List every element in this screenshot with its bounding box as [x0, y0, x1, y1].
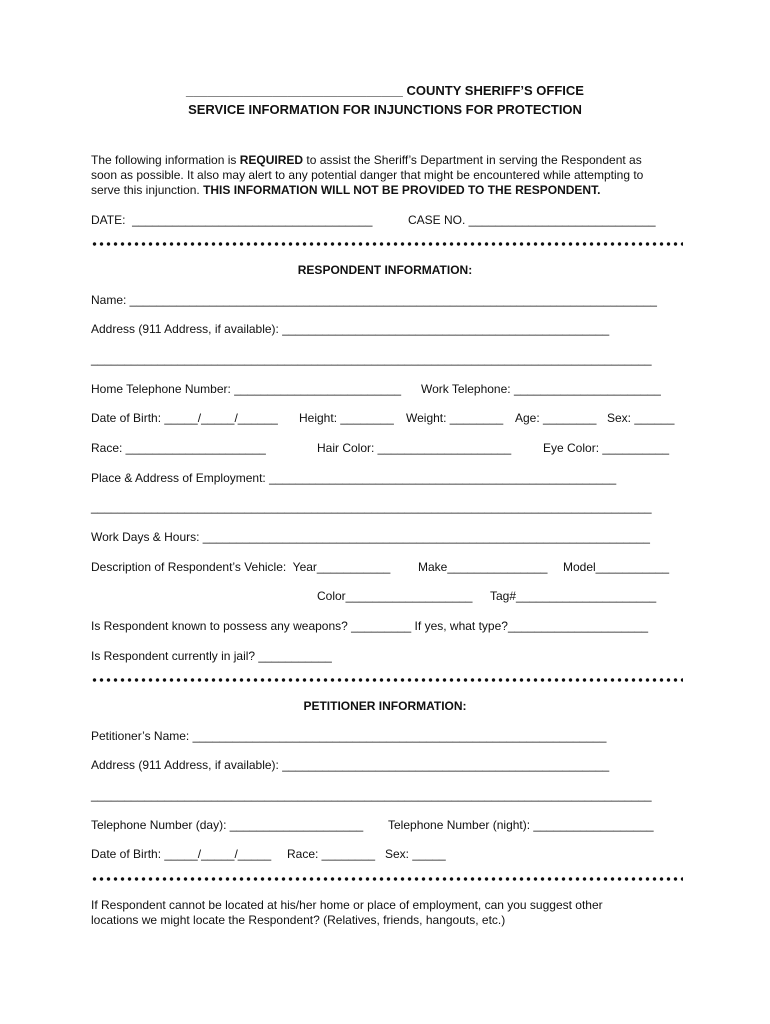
- respondent-address-line-2[interactable]: ____________________________________________________________________________________: [91, 352, 652, 366]
- work-days-hours-field[interactable]: Work Days & Hours: ___________________________________________________________________: [91, 530, 650, 544]
- intro-line-2: soon as possible. It also may alert to any potential danger that might be encountered while attempting to: [91, 168, 644, 182]
- eye-color-field[interactable]: Eye Color: __________: [543, 441, 670, 455]
- dotted-divider: [91, 877, 683, 881]
- title-county-sheriffs-office: ______________________________ COUNTY SHERIFF’S OFFICE: [186, 83, 584, 98]
- respondent-heading: RESPONDENT INFORMATION:: [297, 263, 473, 277]
- intro-line-1: [91, 153, 642, 167]
- age-field[interactable]: Age: ________: [515, 411, 597, 425]
- dotted-divider: [91, 242, 683, 246]
- vehicle-year-field[interactable]: Description of Respondent’s Vehicle: Year___________: [91, 560, 391, 574]
- vehicle-make-field[interactable]: Make_______________: [418, 560, 548, 574]
- petitioner-heading: PETITIONER INFORMATION:: [303, 699, 467, 713]
- title-service-information: SERVICE INFORMATION FOR INJUNCTIONS FOR PROTECTION: [188, 102, 582, 117]
- telephone-night-field[interactable]: Telephone Number (night): __________________: [388, 818, 654, 832]
- petitioner-address-field[interactable]: Address (911 Address, if available): _________________________________________________: [91, 758, 610, 772]
- intro-required: REQUIRED: [239, 153, 304, 167]
- weapons-field[interactable]: Is Respondent known to possess any weapons? _________ If yes, what type?_____________________: [91, 619, 649, 633]
- petitioner-address-line-2[interactable]: ____________________________________________________________________________________: [91, 788, 652, 802]
- intro-text-a: The following information is: [91, 153, 240, 167]
- height-field[interactable]: Height: ________: [299, 411, 394, 425]
- other-locations-question-line-1: If Respondent cannot be located at his/her home or place of employment, can you suggest other: [91, 898, 603, 912]
- in-jail-field[interactable]: Is Respondent currently in jail? ___________: [91, 649, 332, 663]
- case-number-field[interactable]: CASE NO. ____________________________: [408, 213, 656, 227]
- respondent-sex-field[interactable]: Sex: ______: [607, 411, 675, 425]
- intro-line-3: [91, 183, 600, 197]
- employment-field[interactable]: Place & Address of Employment: ____________________________________________________: [91, 471, 617, 485]
- petitioner-sex-field[interactable]: Sex: _____: [385, 847, 446, 861]
- respondent-address-field[interactable]: Address (911 Address, if available): _________________________________________________: [91, 322, 610, 336]
- home-telephone-field[interactable]: Home Telephone Number: _________________________: [91, 382, 402, 396]
- dotted-divider: [91, 678, 683, 682]
- work-telephone-field[interactable]: Work Telephone: ______________________: [421, 382, 661, 396]
- respondent-dob-field[interactable]: Date of Birth: _____/_____/______: [91, 411, 278, 425]
- respondent-name-field[interactable]: Name: _______________________________________________________________________________: [91, 293, 657, 307]
- intro-text-c: to assist the Sheriff’s Department in serving the Respondent as: [303, 153, 642, 167]
- petitioner-race-field[interactable]: Race: ________: [287, 847, 376, 861]
- intro-not-provided: THIS INFORMATION WILL NOT BE PROVIDED TO THE RESPONDENT.: [203, 183, 601, 197]
- petitioner-name-field[interactable]: Petitioner’s Name: ______________________________________________________________: [91, 729, 607, 743]
- date-field[interactable]: DATE: ____________________________________: [91, 213, 373, 227]
- respondent-race-field[interactable]: Race: _____________________: [91, 441, 266, 455]
- telephone-day-field[interactable]: Telephone Number (day): ____________________: [91, 818, 364, 832]
- vehicle-color-field[interactable]: Color___________________: [317, 589, 473, 603]
- hair-color-field[interactable]: Hair Color: ____________________: [317, 441, 512, 455]
- other-locations-question-line-2: locations we might locate the Respondent? (Relatives, friends, hangouts, etc.): [91, 913, 506, 927]
- weight-field[interactable]: Weight: ________: [406, 411, 504, 425]
- vehicle-model-field[interactable]: Model___________: [563, 560, 670, 574]
- vehicle-tag-field[interactable]: Tag#_____________________: [490, 589, 657, 603]
- petitioner-dob-field[interactable]: Date of Birth: _____/_____/_____: [91, 847, 272, 861]
- intro-text-3a: serve this injunction.: [91, 183, 204, 197]
- employment-line-2[interactable]: ____________________________________________________________________________________: [91, 500, 652, 514]
